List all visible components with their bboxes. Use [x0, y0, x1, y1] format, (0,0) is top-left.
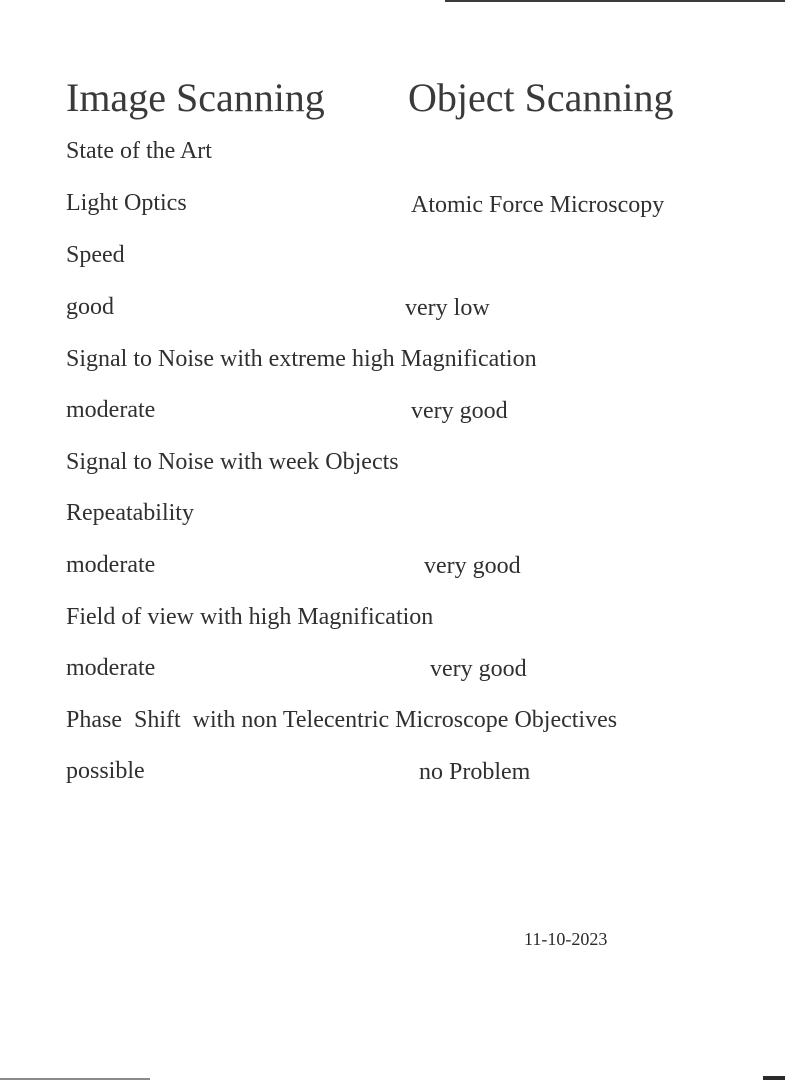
scan-edge-corner	[763, 1076, 785, 1080]
section-label-state-of-art: State of the Art	[66, 138, 212, 164]
scan-edge-top	[445, 0, 785, 2]
section-label-field-of-view: Field of view with high Magnification	[66, 604, 434, 630]
value-object-snr-magnification: very good	[411, 398, 508, 424]
value-image-phase-shift: possible	[66, 758, 145, 784]
heading-object-scanning: Object Scanning	[408, 75, 674, 120]
section-label-snr-magnification: Signal to Noise with extreme high Magnification	[66, 346, 537, 372]
value-image-field-of-view: moderate	[66, 655, 156, 681]
value-image-speed: good	[66, 294, 114, 320]
section-label-speed: Speed	[66, 242, 125, 268]
section-label-repeatability: Repeatability	[66, 500, 194, 526]
value-object-field-of-view: very good	[430, 656, 527, 682]
value-object-repeatability: very good	[424, 553, 521, 579]
value-image-state-of-art: Light Optics	[66, 190, 187, 216]
section-label-snr-weak-objects: Signal to Noise with week Objects	[66, 449, 399, 475]
value-image-snr-magnification: moderate	[66, 397, 156, 423]
document-date: 11-10-2023	[524, 929, 608, 949]
value-object-phase-shift: no Problem	[419, 759, 531, 785]
value-object-speed: very low	[405, 295, 490, 321]
value-image-repeatability: moderate	[66, 552, 156, 578]
heading-image-scanning: Image Scanning	[66, 75, 325, 120]
section-label-phase-shift: Phase Shift with non Telecentric Microscope Objectives	[66, 707, 618, 733]
value-object-state-of-art: Atomic Force Microscopy	[411, 192, 665, 218]
